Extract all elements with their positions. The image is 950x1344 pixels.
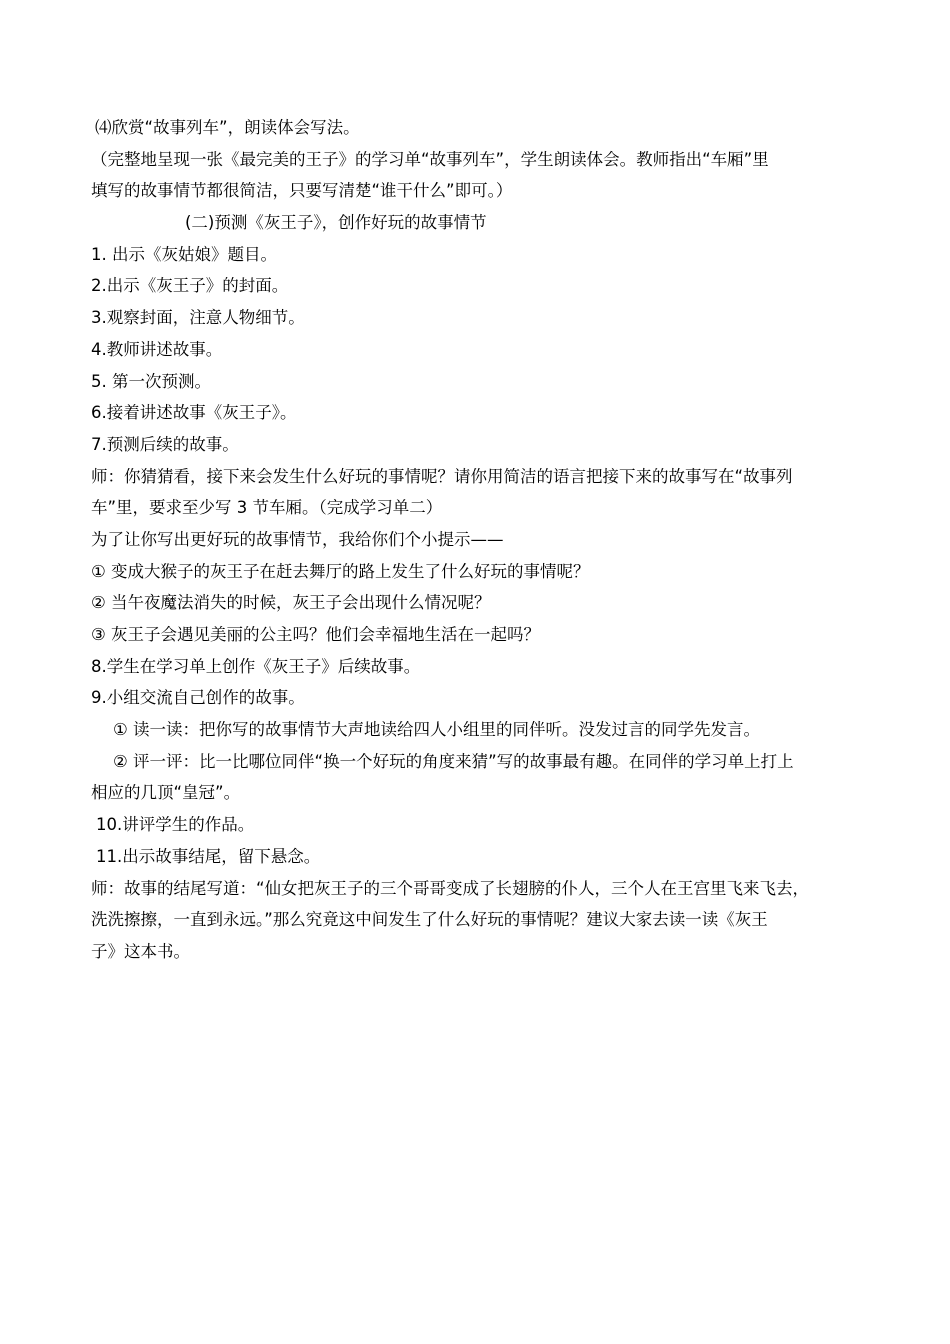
- list-item: 1. 出示《灰姑娘》题目。: [91, 244, 277, 264]
- sub-item: ① 读一读：把你写的故事情节大声地读给四人小组里的同伴听。没发过言的同学先发言。: [113, 720, 761, 740]
- teacher-speech-line: 师：故事的结尾写道：“仙女把灰王子的三个哥哥变成了长翅膀的仆人，三个人在王宫里飞来飞去，: [91, 878, 810, 898]
- list-item: 11.出示故事结尾，留下悬念。: [96, 846, 321, 866]
- teacher-speech-line: 车”里，要求至少写 3 节车厢。（完成学习单二）: [91, 498, 443, 518]
- teacher-speech-line: 洗洗擦擦，一直到永远。”那么究竟这中间发生了什么好玩的事情呢？建议大家去读一读《灰王: [91, 910, 768, 930]
- list-item: 3.观察封面，注意人物细节。: [91, 308, 305, 328]
- list-item: 2.出示《灰王子》的封面。: [91, 276, 289, 296]
- step-appreciate-story-train: ⑷欣赏“故事列车”，朗读体会写法。: [95, 118, 360, 137]
- list-item: 10.讲评学生的作品。: [96, 815, 255, 835]
- document-body: [91, 112, 861, 968]
- list-item: 5. 第一次预测。: [91, 371, 211, 391]
- paragraph-line: 为了让你写出更好玩的故事情节，我给你们个小提示——: [91, 529, 504, 549]
- paragraph-line: 相应的几顶“皇冠”。: [91, 783, 241, 803]
- teacher-speech-line: 师：你猜猜看，接下来会发生什么好玩的事情呢？请你用简洁的语言把接下来的故事写在“故事列: [91, 466, 793, 486]
- list-item: 7.预测后续的故事。: [91, 434, 239, 454]
- section-heading: (二)预测《灰王子》，创作好玩的故事情节: [185, 213, 487, 233]
- hint-item: ③ 灰王子会遇见美丽的公主吗？他们会幸福地生活在一起吗？: [91, 625, 541, 644]
- list-item: 9.小组交流自己创作的故事。: [91, 688, 305, 708]
- list-item: 4.教师讲述故事。: [91, 339, 223, 359]
- teacher-speech-line: 子》这本书。: [91, 941, 190, 961]
- list-item: 8.学生在学习单上创作《灰王子》后续故事。: [91, 656, 421, 676]
- sub-item: ② 评一评：比一比哪位同伴“换一个好玩的角度来猜”写的故事最有趣。在同伴的学习单上打上: [113, 751, 794, 771]
- hint-item: ① 变成大猴子的灰王子在赶去舞厅的路上发生了什么好玩的事情呢？: [91, 561, 590, 581]
- list-item: 6.接着讲述故事《灰王子》。: [91, 403, 297, 423]
- hint-item: ② 当午夜魔法消失的时候，灰王子会出现什么情况呢？: [91, 593, 491, 613]
- paragraph-line: 填写的故事情节都很简洁，只要写清楚“谁干什么”即可。）: [91, 181, 513, 201]
- paragraph-line: （完整地呈现一张《最完美的王子》的学习单“故事列车”，学生朗读体会。教师指出“车厢”里: [91, 149, 769, 169]
